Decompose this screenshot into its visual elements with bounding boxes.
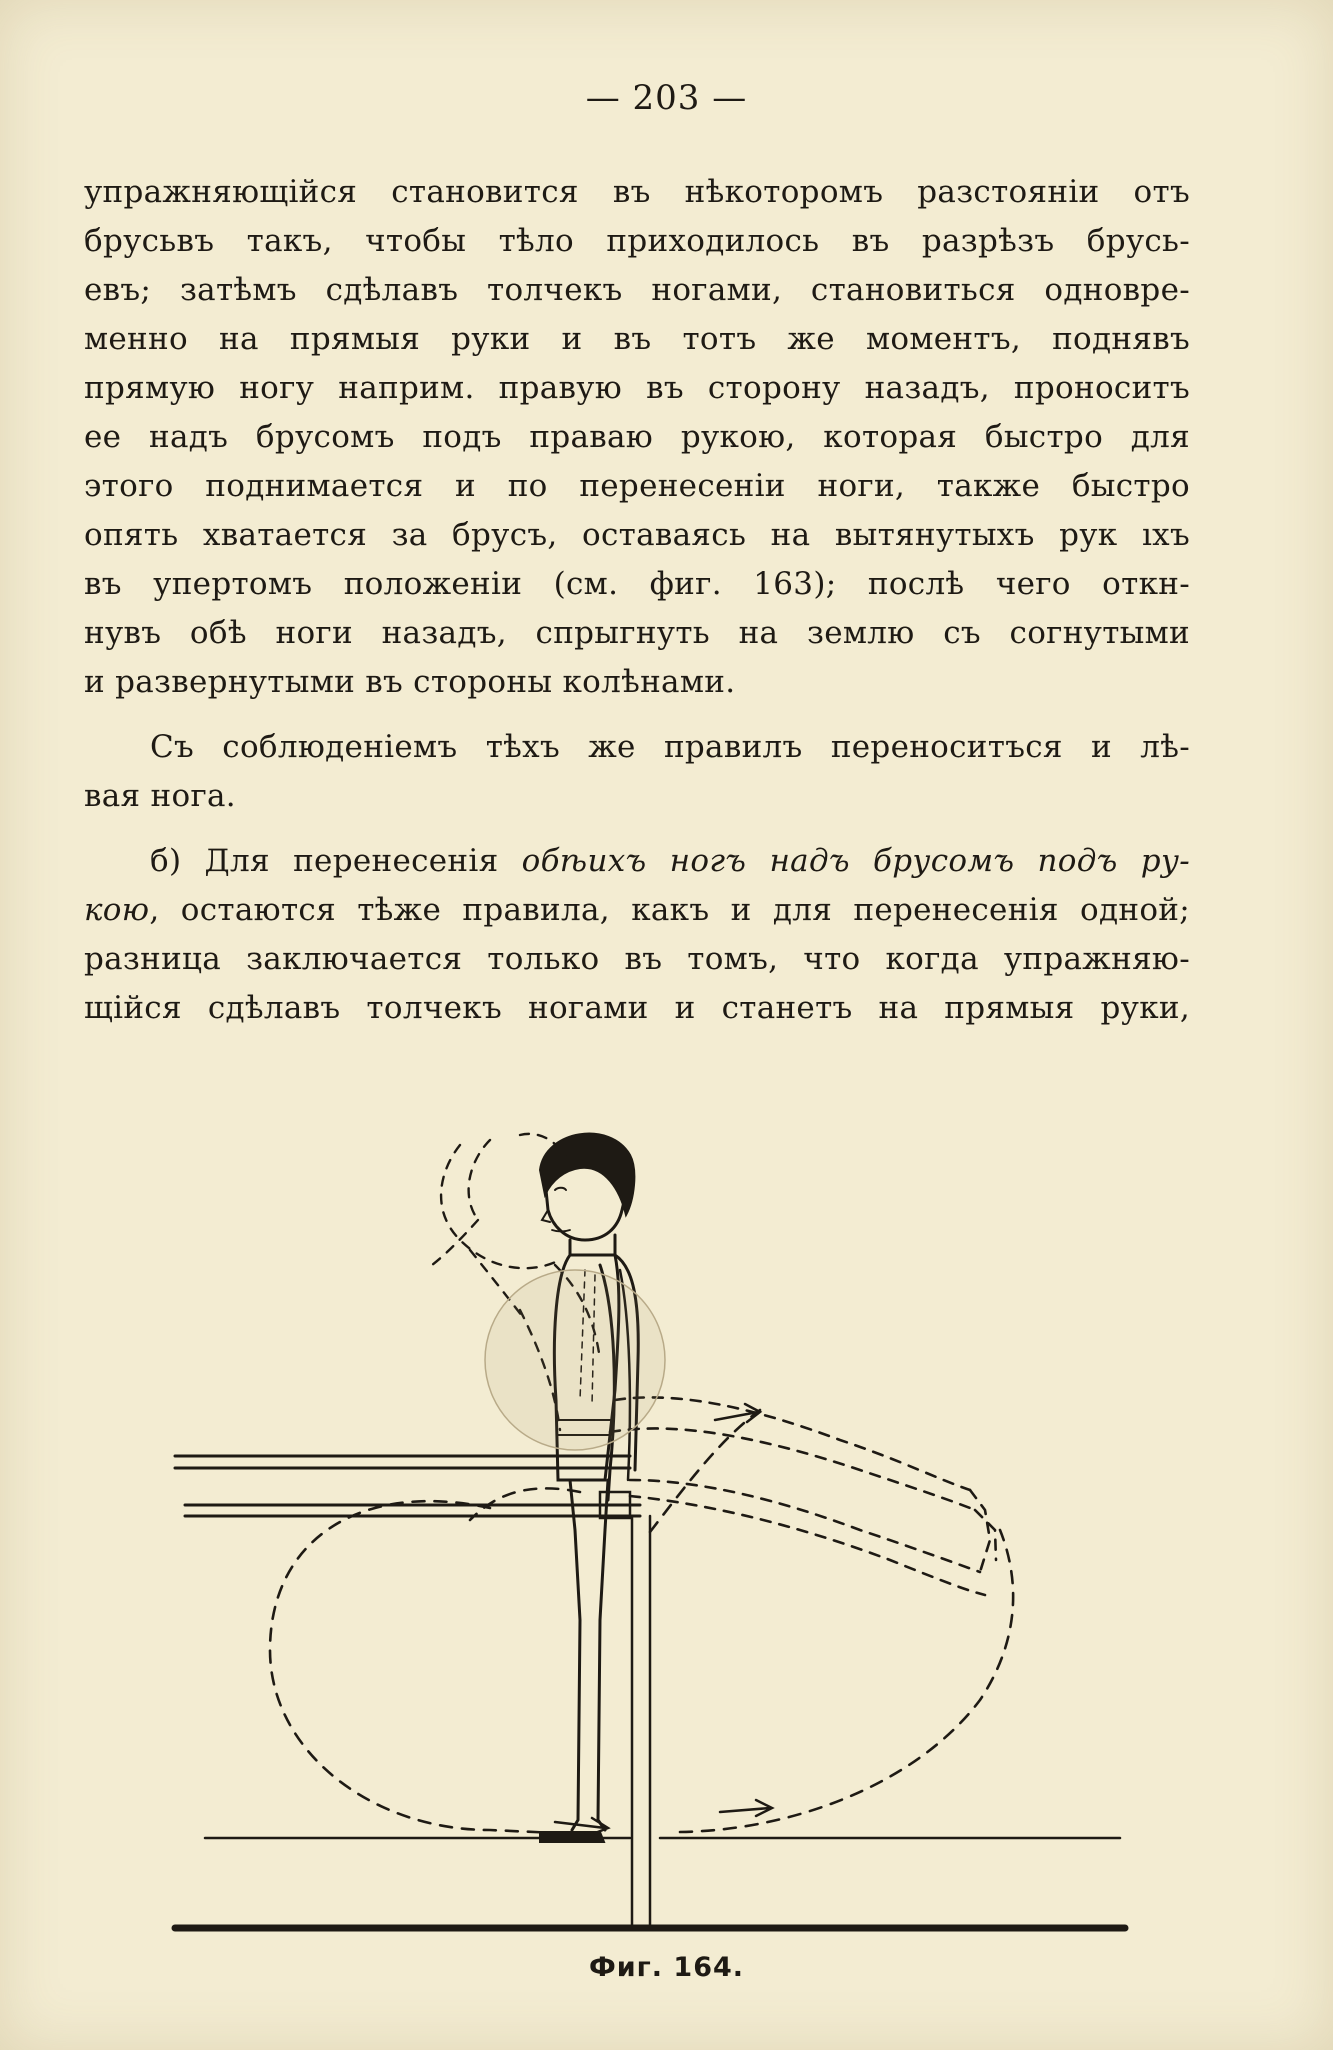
gymnast-leg <box>570 1480 580 1830</box>
italic-phrase: обѣихъ ногъ надъ брусомъ подъ ру- <box>521 843 1190 879</box>
text-line: ее надъ брусомъ подъ правaю рукою, которая быстро для <box>84 419 1190 455</box>
text-line: прямую ногу наприм. правую въ сторону назадъ, проноситъ <box>84 370 1190 406</box>
shadow-shape <box>485 1270 665 1450</box>
text-line: опять хватается за брусъ, оставаясь на вытянутыхъ рук ıхъ <box>84 517 1190 553</box>
arm-trajectory <box>432 1220 478 1265</box>
body-text <box>84 168 1190 1033</box>
foot-phantom <box>975 1510 996 1560</box>
text-span: б) Для перенесенія <box>150 843 522 879</box>
leg-trajectory <box>615 1397 970 1490</box>
leg-trajectory <box>610 1428 975 1510</box>
text-line: брусьвъ такъ, чтобы тѣло приходилось въ разрѣзъ брусь- <box>84 223 1190 259</box>
text-line: щійся сдѣлавъ толчекъ ногами и станетъ на прямыя руки, <box>84 990 1190 1026</box>
text-line: нувъ обѣ ноги назадъ, спрыгнуть на землю съ согнутыми <box>84 615 1190 651</box>
text-line: этого поднимается и по перенесеніи ноги, также быстро <box>84 468 1190 504</box>
foot-phantom <box>970 1490 990 1572</box>
paragraph-1 <box>84 168 1190 707</box>
text-line <box>84 837 1190 886</box>
arm-trajectory <box>469 1140 490 1220</box>
text-line: евъ; затѣмъ сдѣлавъ толчекъ ногами, становиться одновре- <box>84 272 1190 308</box>
text-line: въ упертомъ положеніи (см. фиг. 163); послѣ чего откн- <box>84 566 1190 602</box>
text-line: упражняющійся становится въ нѣкоторомъ разстояніи отъ <box>84 174 1190 210</box>
paragraph-3 <box>84 837 1190 1033</box>
text-line: и развернутыми въ стороны колѣнами. <box>84 664 736 700</box>
text-line: менно на прямыя руки и въ тотъ же моментъ, поднявъ <box>84 321 1190 357</box>
italic-phrase: кою <box>84 892 150 928</box>
text-span: , остаются тѣже правила, какъ и для перенесенія одной; <box>149 892 1190 928</box>
figure-caption: Фиг. 164. <box>588 1952 745 1983</box>
figure-illustration <box>160 1060 1160 1940</box>
text-line: Съ соблюденіемъ тѣхъ же правилъ переноситъся и лѣ- <box>150 729 1190 765</box>
circle-trajectory <box>680 1530 1013 1832</box>
text-line: разница заключается только въ томъ, что когда упражняю- <box>84 941 1190 977</box>
paragraph-2 <box>84 723 1190 821</box>
page-number: — 203 — <box>585 78 748 118</box>
text-line: вая нога. <box>84 778 236 814</box>
text-line <box>84 886 1190 935</box>
gymnast-leg <box>598 1480 608 1830</box>
circle-trajectory <box>270 1501 600 1835</box>
